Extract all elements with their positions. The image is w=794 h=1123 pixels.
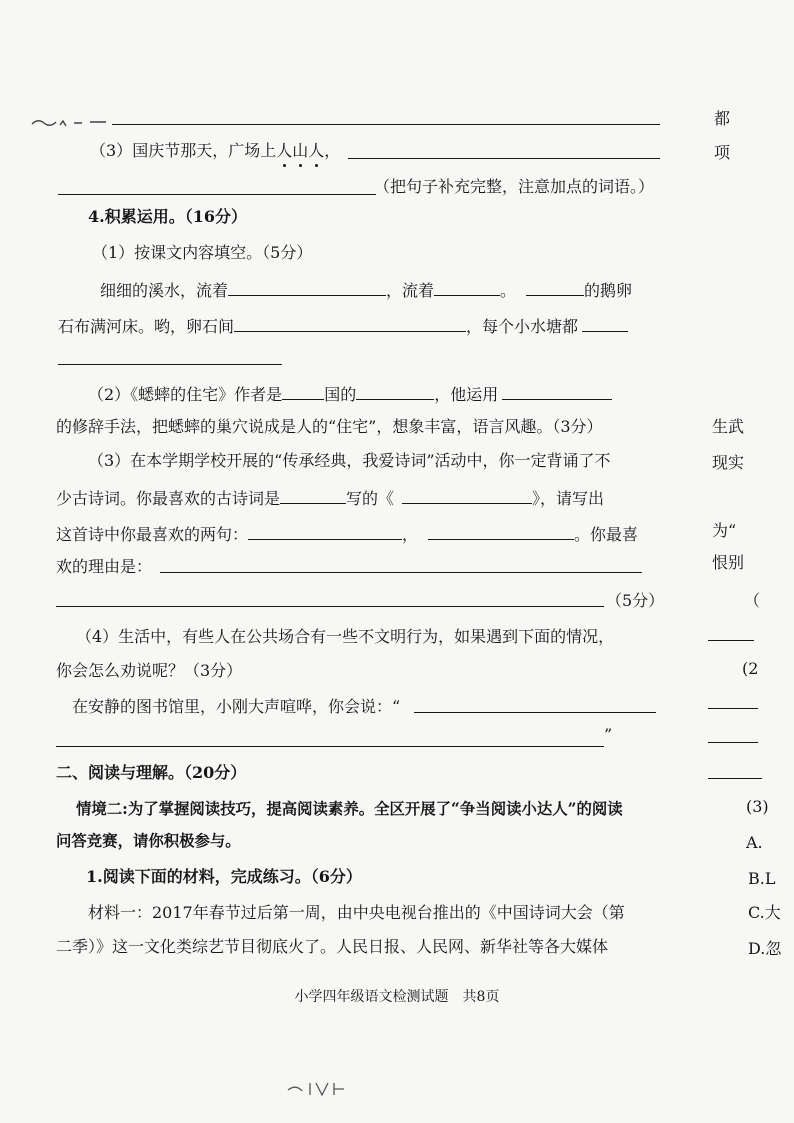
fill-blank[interactable] bbox=[402, 486, 532, 504]
fill-blank[interactable] bbox=[282, 382, 324, 400]
right-margin-line bbox=[708, 742, 758, 743]
q3-note: （把句子补充完整，注意加点的词语。） bbox=[374, 177, 655, 196]
right-margin-char: 恨别 bbox=[712, 553, 745, 572]
right-margin-char: （ bbox=[744, 591, 761, 610]
fill-blank[interactable] bbox=[502, 382, 612, 400]
q4-3-answer-line-2[interactable] bbox=[56, 606, 604, 607]
q4-1-label: （1）按课文内容填空。（5分） bbox=[92, 243, 313, 262]
q4-4-answer-line-2[interactable] bbox=[56, 746, 604, 747]
dotted-char: 山 bbox=[292, 141, 309, 160]
scan-smudge bbox=[30, 116, 110, 130]
material-line-2: 二季）》这一文化类综艺节目彻底火了。人民日报、人民网、新华社等各大媒体 bbox=[56, 937, 609, 956]
right-margin-char: A. bbox=[746, 833, 763, 852]
q4-4-line2: 你会怎么劝说呢？（3分） bbox=[56, 661, 243, 680]
section2-heading: 二、阅读与理解。（20分） bbox=[56, 763, 247, 782]
fill-blank[interactable] bbox=[582, 314, 628, 332]
section2-intro-1: 情境二:为了掌握阅读技巧，提高阅读素养。全区开展了“争当阅读小达人”的阅读 bbox=[76, 800, 623, 818]
q3-answer-blank-2[interactable] bbox=[58, 194, 376, 195]
right-margin-char: (3) bbox=[746, 797, 769, 816]
q4-3-line3: 这首诗中你最喜欢的两句： ， 。你最喜 bbox=[56, 522, 638, 546]
dotted-char: 人 bbox=[276, 141, 293, 160]
q1-heading: 1.阅读下面的材料，完成练习。（6分） bbox=[86, 867, 362, 886]
q4-4-line3: 在安静的图书馆里，小刚大声喧哗，你会说：“ bbox=[72, 697, 401, 716]
q4-heading: 4.积累运用。（16分） bbox=[88, 207, 247, 226]
page-corner-mark bbox=[286, 1080, 352, 1096]
dotted-char: 人 bbox=[308, 141, 325, 160]
fill-blank[interactable] bbox=[434, 278, 500, 296]
q4-2-line1: （2）《蟋蟀的住宅》作者是 国的 ，他运用 bbox=[88, 382, 612, 406]
material-line-1: 材料一：2017年春节过后第一周，由中央电视台推出的《中国诗词大会（第 bbox=[88, 903, 625, 922]
q4-1-line1: 细细的溪水，流着 ，流着 。 的鹅卵 bbox=[100, 278, 632, 302]
fill-blank[interactable] bbox=[248, 522, 402, 540]
close-quote: ” bbox=[604, 725, 613, 744]
q3-answer-blank-1[interactable] bbox=[348, 158, 660, 159]
right-margin-line bbox=[708, 708, 758, 709]
right-margin-char: 现实 bbox=[712, 453, 745, 472]
right-margin-char: 都 bbox=[714, 109, 731, 128]
fill-blank[interactable] bbox=[234, 314, 466, 332]
fill-blank[interactable] bbox=[356, 382, 434, 400]
page-footer: 小学四年级语文检测试题 共8页 bbox=[294, 989, 500, 1005]
fill-blank[interactable] bbox=[428, 522, 574, 540]
right-margin-char: 生武 bbox=[712, 417, 745, 436]
right-margin-char: (2 bbox=[742, 659, 759, 678]
q4-1-line2: 石布满河床。哟，卵石间 ，每个小水塘都 bbox=[58, 314, 628, 338]
q4-2-line2: 的修辞手法，把蟋蟀的巢穴说成是人的“住宅”，想象丰富，语言风趣。（3分） bbox=[56, 417, 603, 436]
right-margin-char: C.大 bbox=[748, 903, 781, 922]
right-margin-char: 为“ bbox=[712, 521, 737, 540]
section2-intro-2: 问答竞赛，请你积极参与。 bbox=[56, 832, 241, 850]
q4-4-answer-line-1[interactable] bbox=[414, 712, 656, 713]
top-answer-line bbox=[112, 124, 660, 125]
right-margin-char: 项 bbox=[714, 143, 731, 162]
right-margin-char: D.忽 bbox=[748, 939, 782, 958]
q4-3-answer-line-1[interactable] bbox=[160, 572, 642, 573]
right-margin-line bbox=[708, 778, 762, 779]
q4-3-line4: 欢的理由是： bbox=[56, 557, 153, 576]
q4-3-line1: （3）在本学期学校开展的“传承经典，我爱诗词”活动中，你一定背诵了不 bbox=[88, 451, 611, 470]
fill-blank[interactable] bbox=[228, 278, 386, 296]
q3-sentence-line: （3）国庆节那天，广场上人山人， bbox=[90, 141, 341, 160]
fill-blank[interactable] bbox=[526, 278, 584, 296]
q4-1-answer-line[interactable] bbox=[58, 364, 282, 365]
q4-3-line2: 少古诗词。你最喜欢的古诗词是 写的《 》，请写出 bbox=[56, 486, 604, 510]
fill-blank[interactable] bbox=[280, 486, 346, 504]
right-margin-char: B.L bbox=[748, 869, 776, 888]
q4-4-line1: （4）生活中，有些人在公共场合有一些不文明行为，如果遇到下面的情况， bbox=[76, 627, 615, 646]
right-margin-line bbox=[708, 640, 754, 641]
q4-3-score: （5分） bbox=[606, 591, 665, 610]
